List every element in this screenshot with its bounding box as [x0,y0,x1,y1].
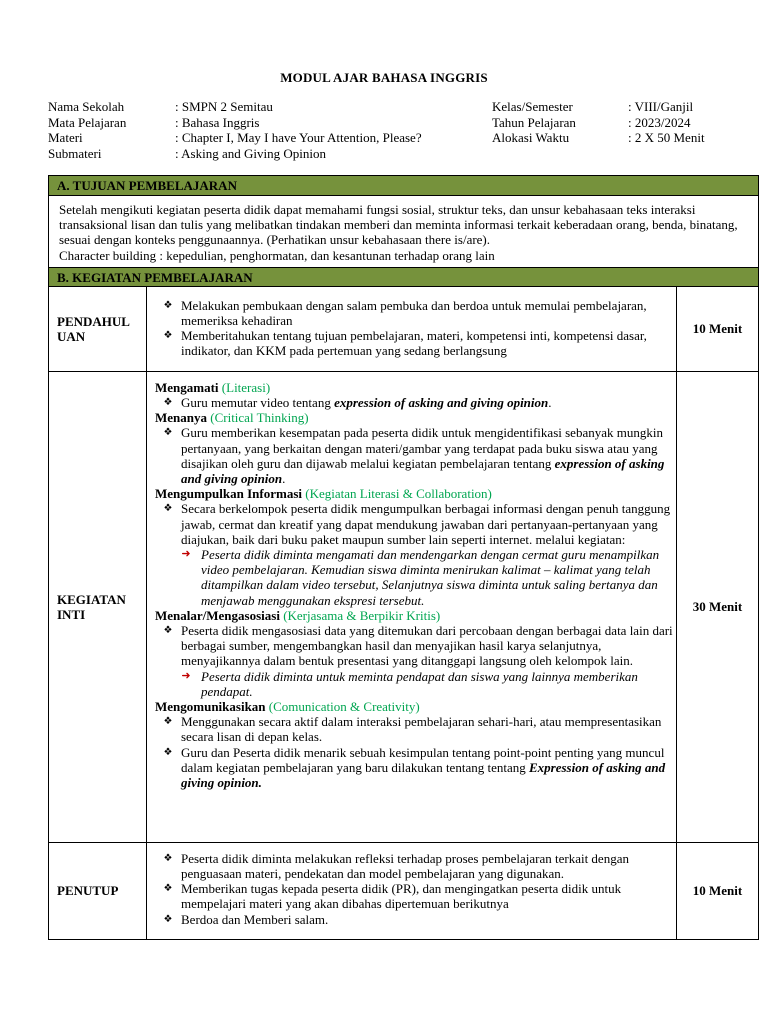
list-item [155,425,674,486]
item-text: Guru dan Peserta didik menarik sebuah kesimpulan tentang point-point penting yang muncul dalam kegiatan pembelajaran yang baru dilakukan tentang tentang [181,744,665,775]
item-emphasis: Expression of asking and giving opinion. [181,759,666,791]
info-row [48,115,422,131]
heading-tag: (Kerjasama & Berpikir Kritis) [283,607,441,623]
item-text: Menggunakan secara aktif dalam interaksi pembelajaran sehari-hari, atau mempresentasikan secara lisan di depan kelas. [181,714,662,745]
info-value: : SMPN 2 Semitau [175,99,273,114]
info-label: Submateri [48,145,102,161]
heading-text: Mengamati [155,379,219,395]
list-item [155,714,674,744]
info-row [48,130,422,146]
item-emphasis: expression of asking and giving opinion [181,455,665,487]
info-row [492,99,705,115]
arrow-bullet-icon: ➜ [181,669,191,682]
info-label: Nama Sekolah [48,99,125,114]
lesson-table [48,175,759,940]
row-content [147,287,677,371]
list-item [155,881,674,911]
list-item [155,298,674,328]
info-left [48,99,422,161]
item-text: Secara berkelompok peserta didik mengumpulkan berbagai informasi dengan penuh tanggung jawab, cermat dan kreatif yang dapat mendukung jawaban dari pertanyaan-pertanyaan yang diajukan, baik dari buku paket maupun sumber lain seperti internet. melalui kegiatan: [181,501,671,547]
row-pendahuluan [49,287,758,371]
item-text: Memberikan tugas kepada peserta didik (PR), dan mengingatkan peserta didik untuk mempelajari materi yang akan dibahas dipertemuan berikutnya [181,881,622,912]
heading-tag: (Kegiatan Literasi & Collaboration) [305,486,492,502]
info-row [48,146,422,162]
mengumpulkan-heading [155,486,674,501]
heading-text: Menanya [155,410,207,426]
section-a-header: A. TUJUAN PEMBELAJARAN [49,176,758,196]
diamond-bullet-icon: ❖ [163,299,173,311]
item-text: Berdoa dan Memberi salam. [181,911,329,927]
info-row [492,130,705,146]
diamond-bullet-icon: ❖ [163,397,173,409]
list-item [155,851,674,881]
diamond-bullet-icon: ❖ [163,746,173,758]
item-text: Peserta didik diminta melakukan refleksi terhadap proses pembelajaran terkait dengan penguasaan materi, pendekatan dan model pembelajaran yang digunakan. [181,850,629,882]
sub-item-text: Peserta didik diminta untuk meminta pendapat dan siswa yang lainnya memberikan pendapat. [201,668,638,699]
heading-text: Mengomunikasikan [155,699,266,715]
arrow-bullet-icon: ➜ [181,548,191,561]
list-item [155,745,674,791]
item-text: . [548,395,552,411]
info-label: Kelas/Semester [492,99,573,114]
character-building: Character building : kepedulian, penghormatan, dan kesantunan terhadap orang lain [59,247,495,263]
diamond-bullet-icon: ❖ [163,330,173,342]
heading-text: Mengumpulkan Informasi [155,486,302,502]
diamond-bullet-icon: ❖ [163,625,173,637]
info-value: : 2 X 50 Menit [628,130,705,145]
heading-tag: (Literasi) [221,379,271,395]
document-title: MODUL AJAR BAHASA INGGRIS [280,70,488,85]
list-item [155,395,674,410]
row-label: KEGIATAN INTI [49,372,147,842]
item-text: Peserta didik mengasosiasi data yang ditemukan dari percobaan dengan berbagai data lain dari berbagai sumber, mengembangkan hasil dan menyajikan hasil karya selanjutnya, menyajikannya dalam bentuk presentasi yang ditanggapi langsung oleh kelompok lain. [181,623,673,669]
row-kegiatan-inti [49,371,758,842]
row-content [147,843,677,939]
info-row [492,115,705,131]
diamond-bullet-icon: ❖ [163,913,173,925]
list-item [155,912,674,927]
row-label: PENDAHUL UAN [49,287,147,371]
info-value: : 2023/2024 [628,114,691,130]
item-text: Memberitahukan tentang tujuan pembelajaran, materi, kompetensi inti, kompetensi dasar, indikator, dan KKM pada pertemuan yang sedang berlangsung [181,328,647,359]
menanya-heading [155,410,674,425]
info-label: Mata Pelajaran [48,114,127,130]
info-value: : Chapter I, May I have Your Attention, Please? [175,130,422,145]
item-text: . [282,471,286,487]
diamond-bullet-icon: ❖ [163,427,173,439]
info-value: : Asking and Giving Opinion [175,145,326,161]
tujuan-paragraph: Setelah mengikuti kegiatan peserta didik dapat memahami fungsi sosial, struktur teks, dan unsur kebahasaan teks interaksi transaksional lisan dan tulis yang melibatkan tindakan memberi dan meminta informasi terkait keberadaan orang, benda, binatang, sesuai dengan konteks penggunaannya. (Perhatikan unsur kebahasaan there is/are). [59,202,738,248]
section-b-header: B. KEGIATAN PEMBELAJARAN [49,267,758,287]
list-item [155,623,674,669]
info-label: Materi [48,130,83,145]
item-emphasis: expression of asking and giving opinion [334,395,549,411]
info-row [48,99,422,115]
row-label: PENUTUP [49,843,147,939]
item-text: Guru memberikan kesempatan pada peserta didik untuk mengidentifikasi sebanyak mungkin pertanyaan, yang berkaitan dengan materi/gambar yang terdapat pada buku siswa atau yang disajikan oleh guru dan dijawab melalui kegiatan pembelajaran tentang [181,425,663,471]
info-label: Alokasi Waktu [492,130,570,145]
heading-tag: (Comunication & Creativity) [268,699,420,715]
item-text: Melakukan pembukaan dengan salam pembuka dan berdoa untuk memulai pembelajaran, memeriksa kehadiran [181,297,647,329]
sub-list-item [155,669,674,699]
info-value: : VIII/Ganjil [628,99,694,114]
diamond-bullet-icon: ❖ [163,852,173,864]
mengomunikasikan-heading [155,699,674,714]
list-item [155,328,674,358]
info-label: Tahun Pelajaran [492,114,576,130]
info-right [492,99,705,146]
row-time: 30 Menit [692,599,743,615]
diamond-bullet-icon: ❖ [163,883,173,895]
diamond-bullet-icon: ❖ [163,503,173,515]
list-item [155,501,674,547]
row-penutup [49,842,758,939]
mengamati-heading [155,380,674,395]
section-a-body [49,196,758,267]
sub-list-item [155,547,674,608]
heading-text: Menalar/Mengasosiasi [155,607,280,623]
sub-item-text: Peserta didik diminta mengamati dan mendengarkan dengan cermat guru menampilkan video pembelajaran. Kemudian siswa diminta menirukan kalimat – kalimat yang telah ditampilkan dalam video tersebut, Selanjutnya siswa diminta untuk saling bertanya dan menjawab menggunakan ekspresi tersebut. [201,547,660,608]
item-text: Guru memutar video tentang [181,395,335,411]
diamond-bullet-icon: ❖ [163,716,173,728]
menalar-heading [155,608,674,623]
row-time: 10 Menit [692,321,743,337]
heading-tag: (Critical Thinking) [210,410,309,426]
row-time: 10 Menit [692,883,743,899]
info-value: : Bahasa Inggris [175,114,260,130]
row-content [147,372,677,842]
